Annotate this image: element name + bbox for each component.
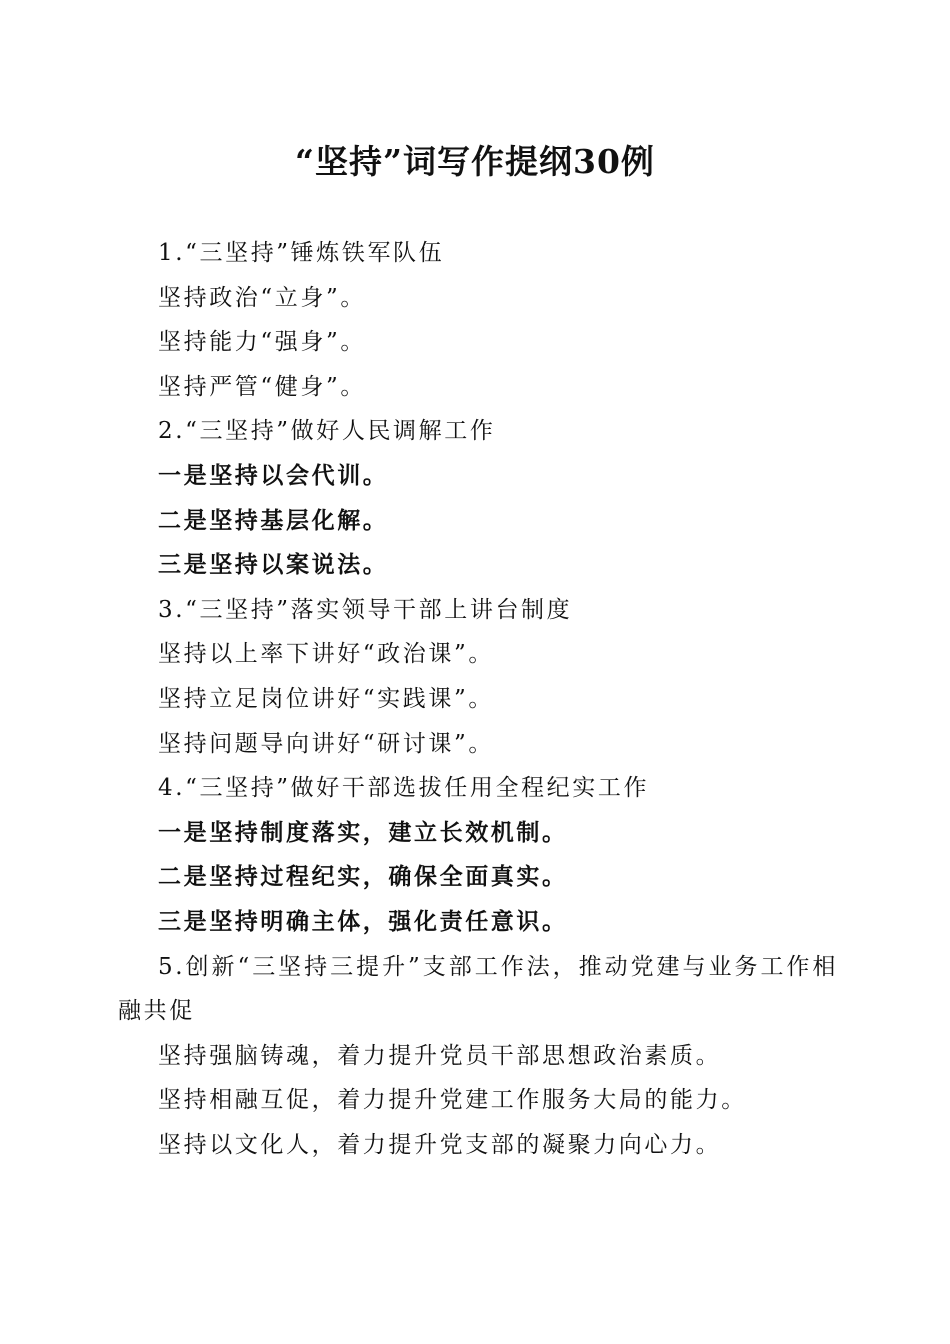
paragraph: 3.“三坚持”落实领导干部上讲台制度 bbox=[158, 596, 573, 623]
document-title: “坚持”词写作提纲30例 bbox=[295, 142, 655, 181]
paragraph: 坚持相融互促，着力提升党建工作服务大局的能力。 bbox=[158, 1087, 747, 1114]
paragraph: 一是坚持制度落实，建立长效机制。 bbox=[158, 818, 568, 846]
paragraph: 坚持立足岗位讲好“实践课”。 bbox=[158, 685, 494, 712]
paragraph: 坚持以上率下讲好“政治课”。 bbox=[158, 641, 494, 668]
paragraph: 坚持问题导向讲好“研讨课”。 bbox=[158, 730, 494, 757]
paragraph: 1.“三坚持”锤炼铁军队伍 bbox=[158, 240, 445, 266]
paragraph: 坚持严管“健身”。 bbox=[158, 373, 366, 400]
paragraph: 三是坚持明确主体，强化责任意识。 bbox=[158, 907, 568, 935]
paragraph: 坚持能力“强身”。 bbox=[158, 329, 366, 356]
paragraph: 5.创新“三坚持三提升”支部工作法，推动党建与业务工作相融共促 bbox=[118, 953, 838, 1025]
paragraph: 三是坚持以案说法。 bbox=[158, 551, 389, 579]
document-body bbox=[118, 231, 838, 1167]
paragraph: 2.“三坚持”做好人民调解工作 bbox=[158, 418, 496, 445]
paragraph: 4.“三坚持”做好干部选拔任用全程纪实工作 bbox=[158, 775, 650, 802]
paragraph: 一是坚持以会代训。 bbox=[158, 461, 389, 489]
paragraph: 坚持政治“立身”。 bbox=[158, 284, 366, 311]
paragraph: 二是坚持过程纪实，确保全面真实。 bbox=[158, 863, 568, 891]
paragraph: 坚持以文化人，着力提升党支部的凝聚力向心力。 bbox=[158, 1131, 722, 1158]
paragraph: 二是坚持基层化解。 bbox=[158, 506, 389, 534]
paragraph: 坚持强脑铸魂，着力提升党员干部思想政治素质。 bbox=[158, 1042, 722, 1069]
